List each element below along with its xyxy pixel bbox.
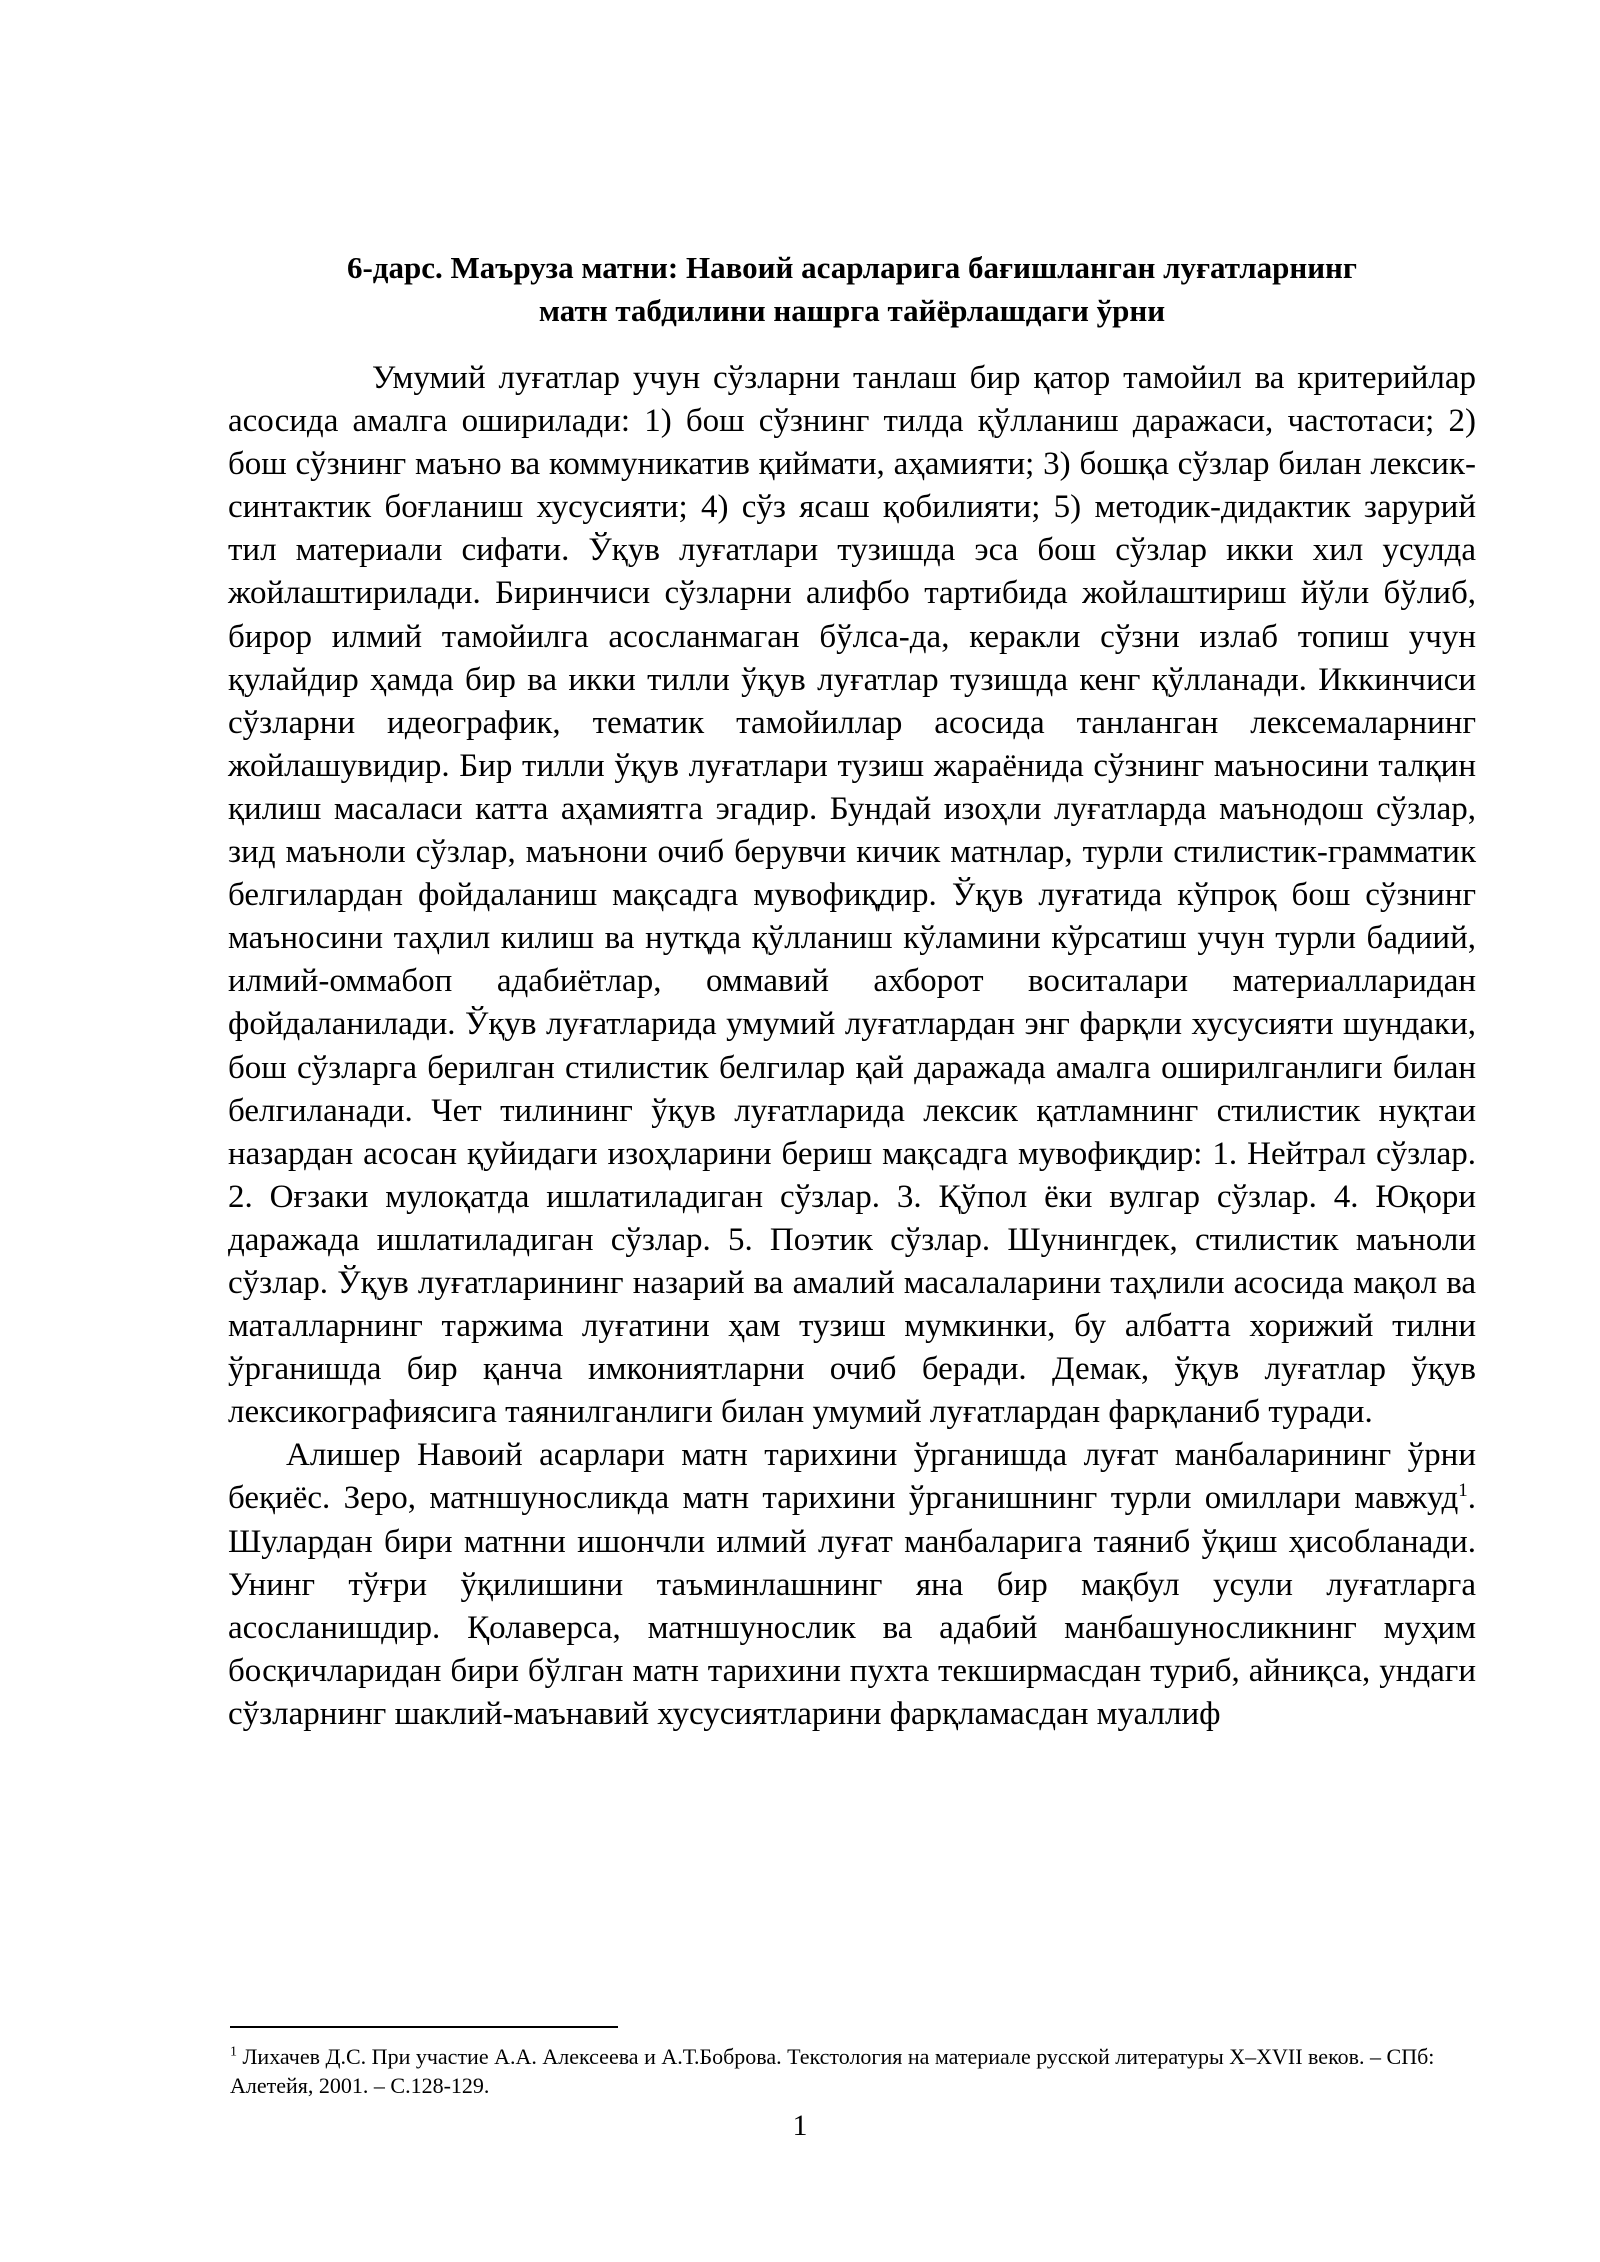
footnote-text: Лихачев Д.С. При участие А.А. Алексеева и А.Т.Боброва. Текстология на материале русской литературы X–XVII веков. – СПб: Алетейя, 2001. – С.128-129. (230, 2044, 1435, 2098)
page-number: 1 (792, 2109, 808, 2142)
paragraph-2 (228, 1434, 1476, 1736)
paragraph-1: Умумий луғатлар учун сўзларни танлаш бир қатор тамойил ва критерийлар асосида амалга оширилади: 1) бош сўзнинг тилда қўлланиш даражаси, частотаси; 2) бош сўзнинг маъно ва коммуникатив қиймати, аҳамияти; 3) бошқа сўзлар билан лексик-синтактик боғланиш хусусияти; 4) сўз ясаш қобилияти; 5) методик-дидактик зарурий тил материали сифати. Ўқув луғатлари тузишда эса бош сўзлар икки хил усулда жойлаштирилади. Биринчиси сўзларни алифбо тартибида жойлаштириш йўли бўлиб, бирор илмий тамойилга асосланмаган бўлса-да, керакли сўзни излаб топиш учун қулайдир ҳамда бир ва икки тилли ўқув луғатлар тузишда кенг қўлланади. Иккинчиси сўзларни идеографик, тематик тамойиллар асосида танланган лексемаларнинг жойлашувидир. Бир тилли ўқув луғатлари тузиш жараёнида сўзнинг маъносини талқин қилиш масаласи катта аҳамиятга эгадир. Бундай изоҳли луғатларда маънодош сўзлар, зид маъноли сўзлар, маънони очиб берувчи кичик матнлар, турли стилистик-грамматик белгилардан фойдаланиш мақсадга мувофиқдир. Ўқув луғатида кўпроқ бош сўзнинг маъносини таҳлил килиш ва нутқда қўлланиш кўламини кўрсатиш учун турли бадиий, илмий-оммабоп адабиётлар, оммавий ахборот воситалари материалларидан фойдаланилади. Ўқув луғатларида умумий луғатлардан энг фарқли хусусияти шундаки, бош сўзларга берилган стилистик белгилар қай даражада амалга оширилганлиги билан белгиланади. Чет тилининг ўқув луғатларида лексик қатламнинг стилистик нуқтаи назардан асосан қуйидаги изоҳларини бериш мақсадга мувофиқдир: 1. Нейтрал сўзлар. 2. Оғзаки мулоқатда ишлатиладиган сўзлар. 3. Қўпол ёки вулгар сўзлар. 4. Юқори даражада ишлатиладиган сўзлар. 5. Поэтик сўзлар. Шунингдек, стилистик маъноли сўзлар. Ўқув луғатларининг назарий ва амалий масалаларини таҳлили асосида мақол ва маталларнинг таржима луғатини ҳам тузиш мумкинки, бу албатта хорижий тилни ўрганишда бир қанча имкониятларни очиб беради. Демак, ўқув луғатлар ўқув лексикографиясига таянилганлиги билан умумий луғатлардан фарқланиб туради. (228, 360, 1476, 1431)
paragraph-2-part-2: . Шулардан бири матнни ишончли илмий луғат манбаларига таяниб ўқиш ҳисобланади. Унинг тўғри ўқилишини таъминлашнинг яна бир мақбул усули луғатларга асосланишдир. Қолаверса, матншунослик ва адабий манбашуносликнинг муҳим босқичларидан бири бўлган матн тарихини пухта текширмасдан туриб, айниқса, ундаги сўзларнинг шаклий-маънавий хусусиятларини фарқламасдан муаллиф (228, 1480, 1476, 1732)
paragraph-2-part-1: Алишер Навоий асарлари матн тарихини ўрганишда луғат манбаларининг ўрни беқиёс. Зеро, матншуносликда матн тарихини ўрганишнинг турли омиллари мавжуд (228, 1437, 1476, 1517)
footnote-reference[interactable]: 1 (1458, 1480, 1468, 1502)
footnote-number: 1 (230, 2044, 237, 2060)
title-line-1: 6-дарс. Маъруза матни: Навоий асарларига бағишланган луғатларнинг (346, 250, 1357, 285)
body-text (228, 357, 1476, 1736)
footnote (230, 2042, 1476, 2100)
footnote-separator (230, 2026, 618, 2028)
title-line-2: матн табдилини нашрга тайёрлашдаги ўрни (538, 293, 1166, 328)
page-title (228, 246, 1476, 332)
